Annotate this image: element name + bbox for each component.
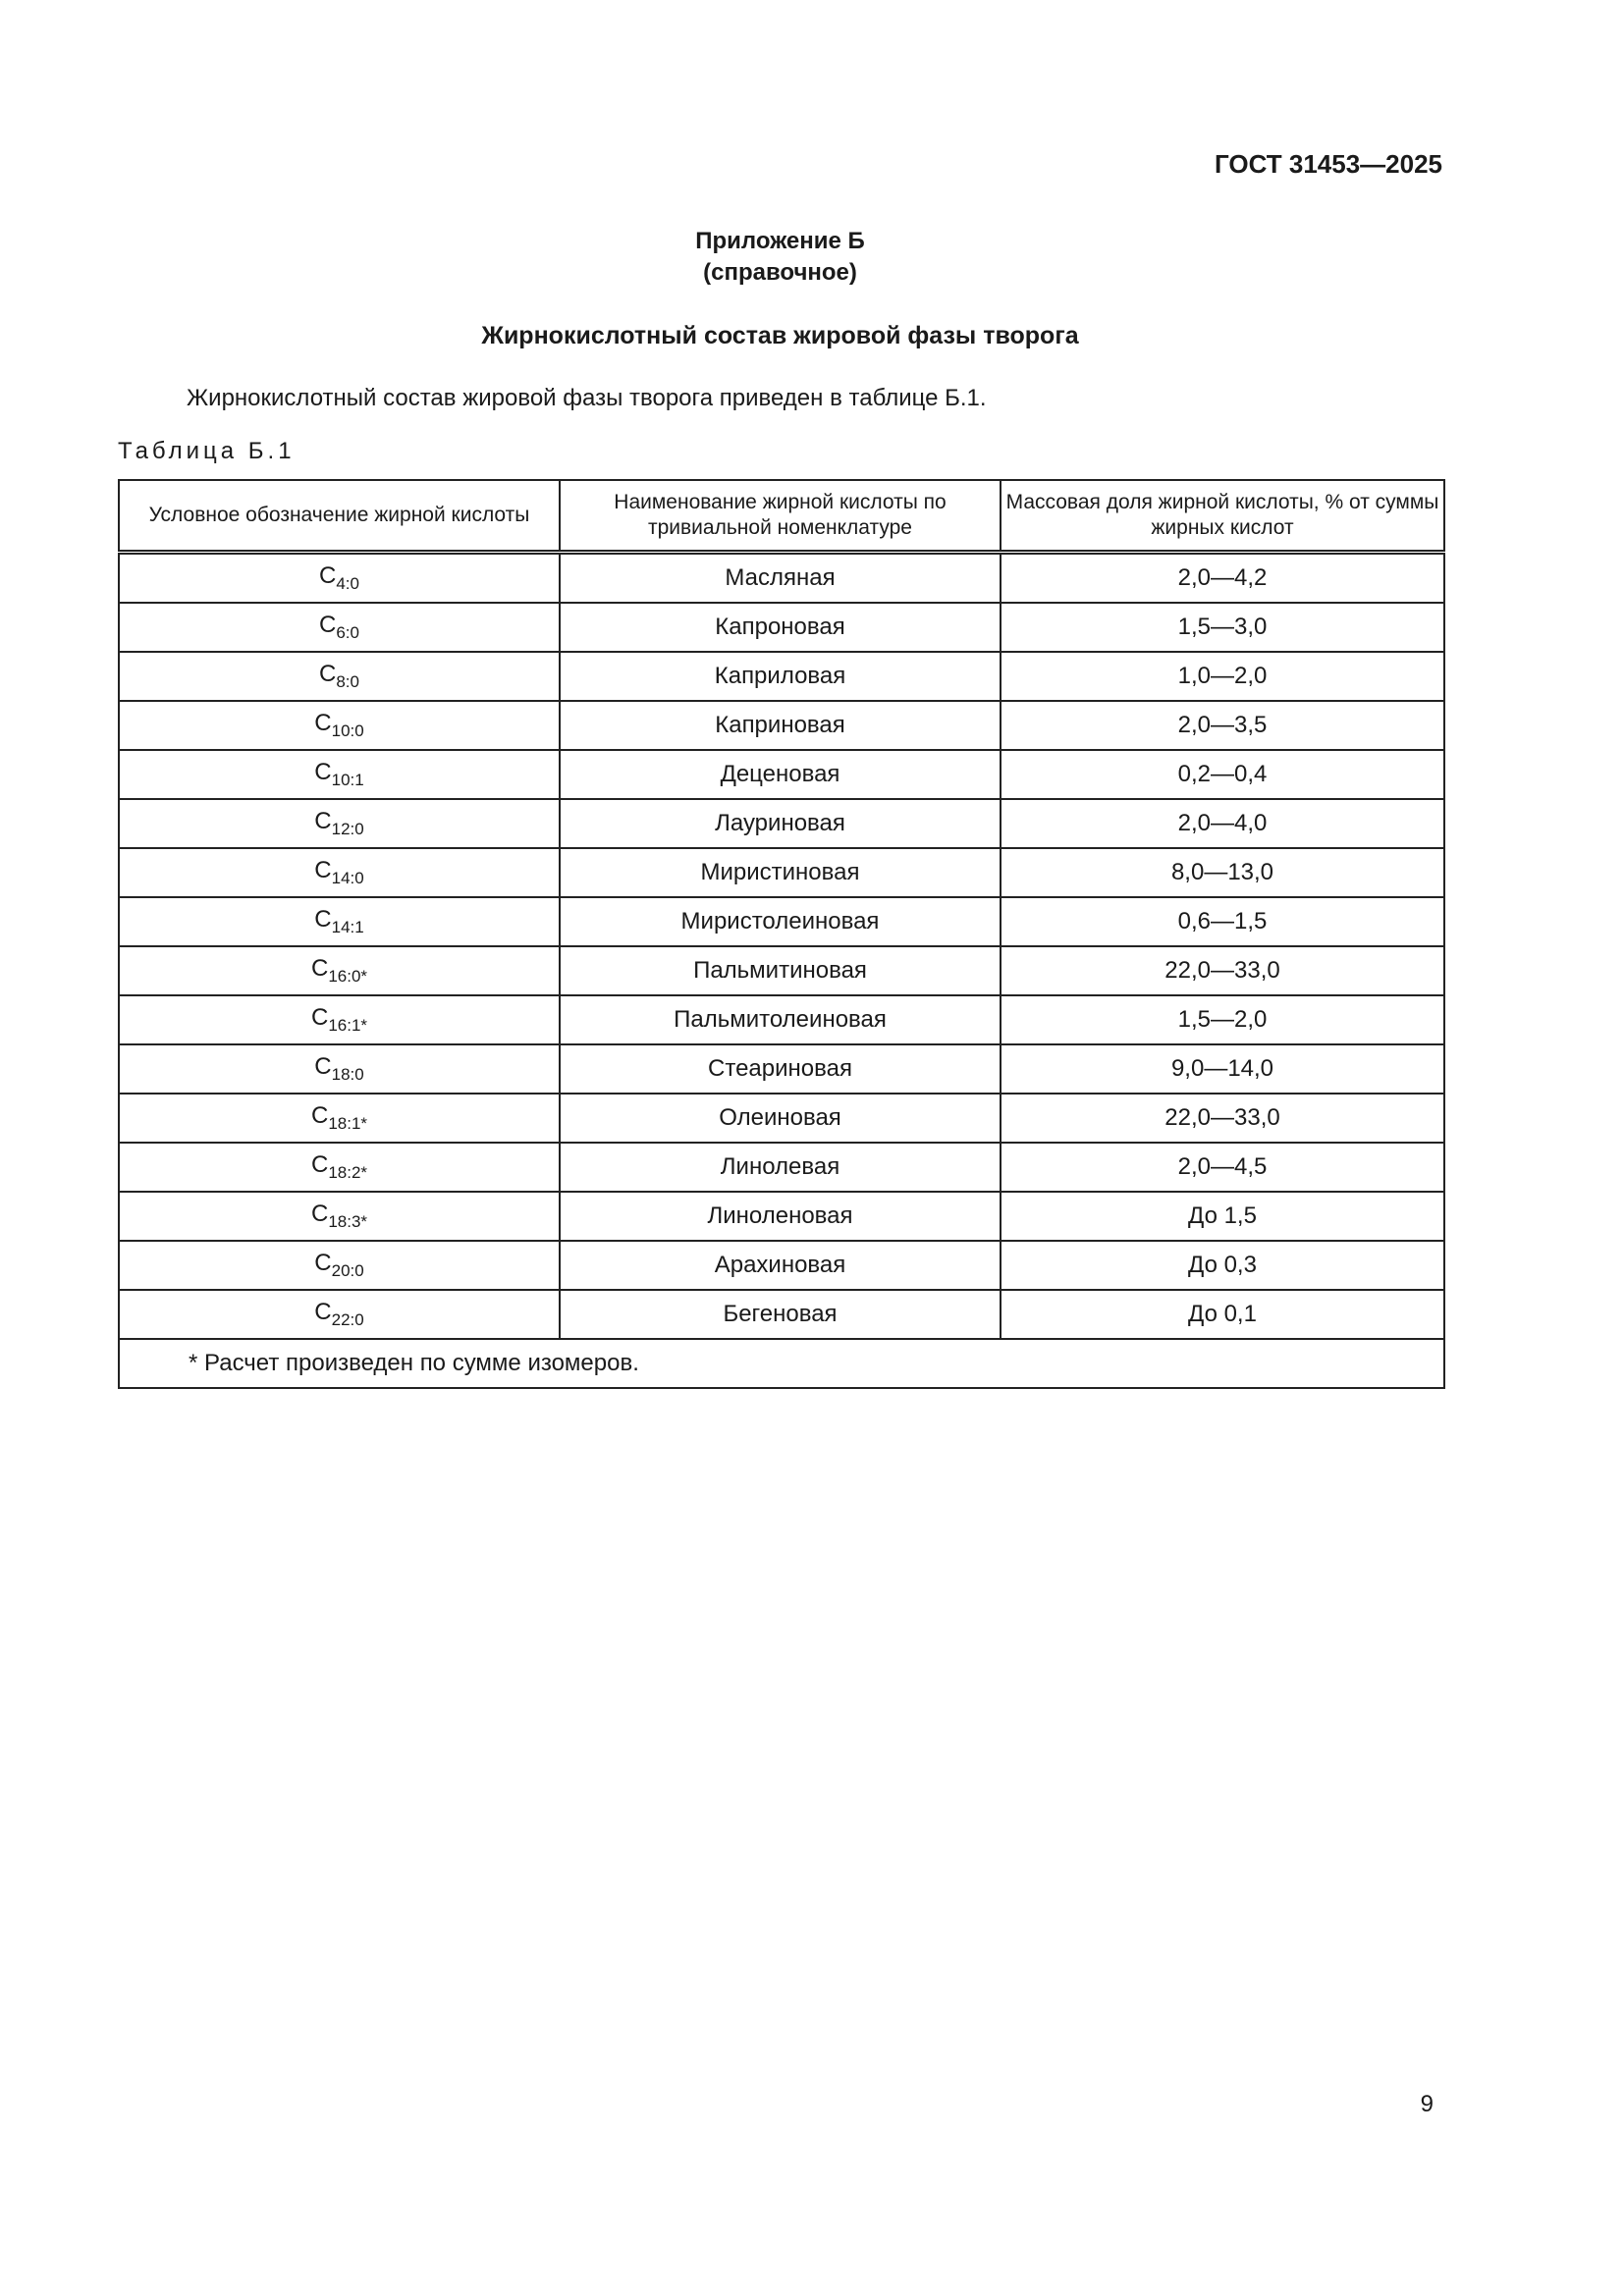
designation-base: C [314, 710, 332, 737]
designation-base: C [310, 955, 329, 983]
acid-name: Масляная [560, 553, 1001, 604]
acid-name: Каприновая [560, 701, 1001, 750]
acid-designation [119, 701, 560, 750]
acid-name: Деценовая [560, 750, 1001, 799]
designation-base: C [314, 759, 332, 786]
mass-fraction: До 0,3 [1001, 1241, 1444, 1290]
designation-base: C [319, 661, 337, 688]
table-label: Таблица Б.1 [118, 438, 296, 464]
acid-name: Линолевая [560, 1143, 1001, 1192]
column-header: Наименование жирной кислоты по тривиальной номенклатуре [560, 480, 1001, 553]
designation-subscript: 22:0 [331, 1309, 364, 1329]
acid-name: Олеиновая [560, 1094, 1001, 1143]
table-row [119, 750, 1444, 799]
acid-name: Капроновая [560, 603, 1001, 652]
mass-fraction: До 0,1 [1001, 1290, 1444, 1339]
table-row [119, 553, 1444, 604]
table-row [119, 652, 1444, 701]
appendix-type: (справочное) [703, 259, 857, 286]
mass-fraction: 1,5—2,0 [1001, 995, 1444, 1044]
designation-subscript: 8:0 [336, 671, 359, 691]
acid-designation [119, 1143, 560, 1192]
acid-name: Миристолеиновая [560, 897, 1001, 946]
table-row [119, 701, 1444, 750]
designation-subscript: 10:0 [331, 721, 364, 740]
table-row [119, 1192, 1444, 1241]
table-row [119, 1241, 1444, 1290]
mass-fraction: 2,0—4,2 [1001, 553, 1444, 604]
designation-subscript: 4:0 [336, 573, 359, 593]
document-code: ГОСТ 31453—2025 [1215, 149, 1442, 179]
acid-designation [119, 1241, 560, 1290]
table-row [119, 946, 1444, 995]
mass-fraction: 8,0—13,0 [1001, 848, 1444, 897]
designation-subscript: 14:0 [331, 868, 364, 887]
acid-designation [119, 553, 560, 604]
acid-name: Миристиновая [560, 848, 1001, 897]
table-row [119, 1094, 1444, 1143]
designation-subscript: 6:0 [336, 622, 359, 642]
acid-designation [119, 1094, 560, 1143]
designation-subscript: 18:3* [328, 1211, 368, 1231]
table-row [119, 1143, 1444, 1192]
table-row [119, 603, 1444, 652]
mass-fraction: 1,5—3,0 [1001, 603, 1444, 652]
table-row [119, 848, 1444, 897]
mass-fraction: До 1,5 [1001, 1192, 1444, 1241]
acid-name: Стеариновая [560, 1044, 1001, 1094]
acid-designation [119, 946, 560, 995]
designation-base: C [314, 1053, 332, 1081]
designation-subscript: 10:1 [331, 770, 364, 789]
footnote-row [119, 1339, 1444, 1388]
mass-fraction: 22,0—33,0 [1001, 946, 1444, 995]
mass-fraction: 22,0—33,0 [1001, 1094, 1444, 1143]
designation-base: C [314, 1299, 332, 1326]
designation-subscript: 20:0 [331, 1260, 364, 1280]
mass-fraction: 0,2—0,4 [1001, 750, 1444, 799]
table-row [119, 995, 1444, 1044]
designation-base: C [314, 857, 332, 884]
acid-designation [119, 799, 560, 848]
mass-fraction: 2,0—3,5 [1001, 701, 1444, 750]
mass-fraction: 2,0—4,5 [1001, 1143, 1444, 1192]
designation-base: C [319, 612, 337, 639]
mass-fraction: 0,6—1,5 [1001, 897, 1444, 946]
designation-base: C [310, 1004, 329, 1032]
designation-subscript: 18:2* [328, 1162, 368, 1182]
designation-subscript: 18:1* [328, 1113, 368, 1133]
designation-subscript: 16:0* [328, 966, 368, 986]
fatty-acid-table [118, 479, 1445, 1389]
acid-designation [119, 603, 560, 652]
acid-designation [119, 652, 560, 701]
acid-designation [119, 1192, 560, 1241]
column-header: Массовая доля жирной кислоты, % от суммы жирных кислот [1001, 480, 1444, 553]
acid-name: Каприловая [560, 652, 1001, 701]
acid-designation [119, 995, 560, 1044]
table-header-row [119, 480, 1444, 553]
designation-base: C [314, 808, 332, 835]
acid-name: Линоленовая [560, 1192, 1001, 1241]
mass-fraction: 9,0—14,0 [1001, 1044, 1444, 1094]
designation-base: C [319, 562, 337, 590]
acid-designation [119, 1290, 560, 1339]
designation-base: C [314, 1250, 332, 1277]
designation-base: C [310, 1102, 329, 1130]
designation-subscript: 14:1 [331, 917, 364, 936]
table-row [119, 1290, 1444, 1339]
appendix-title: Приложение Б [695, 228, 865, 254]
acid-designation [119, 750, 560, 799]
table-footnote: * Расчет произведен по сумме изомеров. [119, 1339, 1444, 1388]
designation-subscript: 18:0 [331, 1064, 364, 1084]
acid-name: Пальмитолеиновая [560, 995, 1001, 1044]
acid-designation [119, 897, 560, 946]
column-header: Условное обозначение жирной кислоты [119, 480, 560, 553]
page-number: 9 [1420, 2091, 1434, 2117]
intro-paragraph: Жирнокислотный состав жировой фазы творога приведен в таблице Б.1. [187, 385, 987, 411]
mass-fraction: 2,0—4,0 [1001, 799, 1444, 848]
acid-name: Бегеновая [560, 1290, 1001, 1339]
acid-designation [119, 848, 560, 897]
table-row [119, 1044, 1444, 1094]
table-row [119, 799, 1444, 848]
designation-subscript: 12:0 [331, 819, 364, 838]
mass-fraction: 1,0—2,0 [1001, 652, 1444, 701]
designation-subscript: 16:1* [328, 1015, 368, 1035]
acid-designation [119, 1044, 560, 1094]
table-row [119, 897, 1444, 946]
designation-base: C [310, 1151, 329, 1179]
designation-base: C [310, 1201, 329, 1228]
designation-base: C [314, 906, 332, 934]
acid-name: Пальмитиновая [560, 946, 1001, 995]
acid-name: Лауриновая [560, 799, 1001, 848]
section-heading: Жирнокислотный состав жировой фазы творога [481, 322, 1079, 349]
acid-name: Арахиновая [560, 1241, 1001, 1290]
